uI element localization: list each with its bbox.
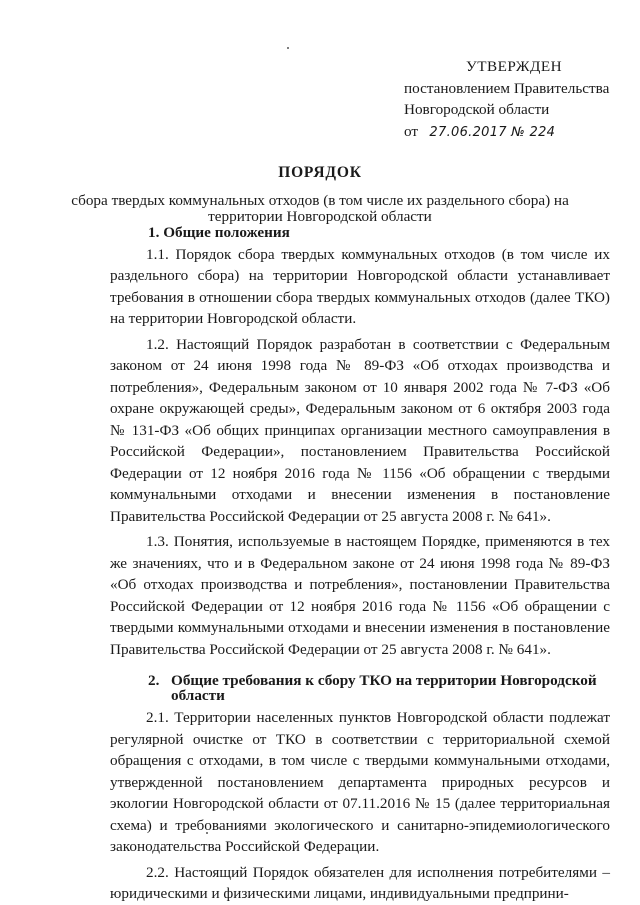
approval-stamp-block xyxy=(404,56,624,143)
paragraph-1-1: 1.1. Порядок сбора твердых коммунальных отходов (в том числе их раздельного сбора) на территории Новгородской области устанавливает требования в отношении сбора твердых коммунальных отходов (далее ТКО) на территории Новгородской области. xyxy=(110,245,610,327)
section-1-heading: 1. Общие положения xyxy=(148,224,290,241)
paragraph-2-1: 2.1. Территории населенных пунктов Новгородской области подлежат регулярной очистке от ТКО в соответствии с территориальной схемой обращения с отходами, в том числе с твердыми коммунальными отходами, утвержденной постановлением департамента природных ресурсов и экологии Новгородской области от 07.11.2016 № 15 (далее территориальная схема) и требованиями экологического и санитарно-эпидемиологического законодательства Российской Федерации. xyxy=(110,709,610,855)
paragraph-1-3: 1.3. Понятия, используемые в настоящем Порядке, применяются в тех же значениях, что и в Федеральном законе от 24 июня 1998 года № 89-ФЗ «Об отходах производства и потребления», постановлении Правительства Российской Федерации от 12 ноября 2016 года № 1156 «Об обращении с твердыми коммунальными отходами и внесении изменения в постановление Правительства Российской Федерации от 25 августа 2008 г. № 641». xyxy=(110,533,610,658)
document-subtitle: сбора твердых коммунальных отходов (в том числе их раздельного сбора) на территории Новгородской области xyxy=(71,191,569,225)
approval-line-2: Новгородской области xyxy=(404,101,550,118)
document-title-block xyxy=(40,162,600,225)
document-body xyxy=(110,220,610,905)
section-2-title: Общие требования к сбору ТКО на территории Новгородской области xyxy=(171,672,597,704)
paragraph-1-2: 1.2. Настоящий Порядок разработан в соответствии с Федеральным законом от 24 июня 1998 года № 89-ФЗ «Об отходах производства и потребления», Федеральным законом от 10 января 2002 года № 7-ФЗ «Об охране окружающей среды», Федеральным законом от 6 октября 2003 года № 131-ФЗ «Об общих принципах организации местного самоуправления в Российской Федерации», постановлением Правительства Российской Федерации от 12 ноября 2016 года № 1156 «Об обращении с твердыми коммунальными отходами и внесении изменения в постановление Правительства Российской Федерации от 25 августа 2008 г. № 641». xyxy=(110,335,610,525)
approval-heading: УТВЕРЖДЕН xyxy=(466,58,563,75)
paragraph-2-2: 2.2. Настоящий Порядок обязателен для исполнения потребителями – юридическими и физическими лицами, индивидуальными предприни- xyxy=(110,863,610,902)
section-2-heading xyxy=(148,673,610,703)
section-2-number: 2. xyxy=(148,672,160,689)
document-title: ПОРЯДОК xyxy=(278,164,362,181)
approval-line-1: постановлением Правительства xyxy=(404,79,610,97)
approval-date-handwritten: 27.06.2017 № 224 xyxy=(429,124,556,140)
approval-date-line xyxy=(404,121,624,144)
scan-speck xyxy=(287,47,289,49)
approval-date-prefix: от xyxy=(404,122,419,140)
